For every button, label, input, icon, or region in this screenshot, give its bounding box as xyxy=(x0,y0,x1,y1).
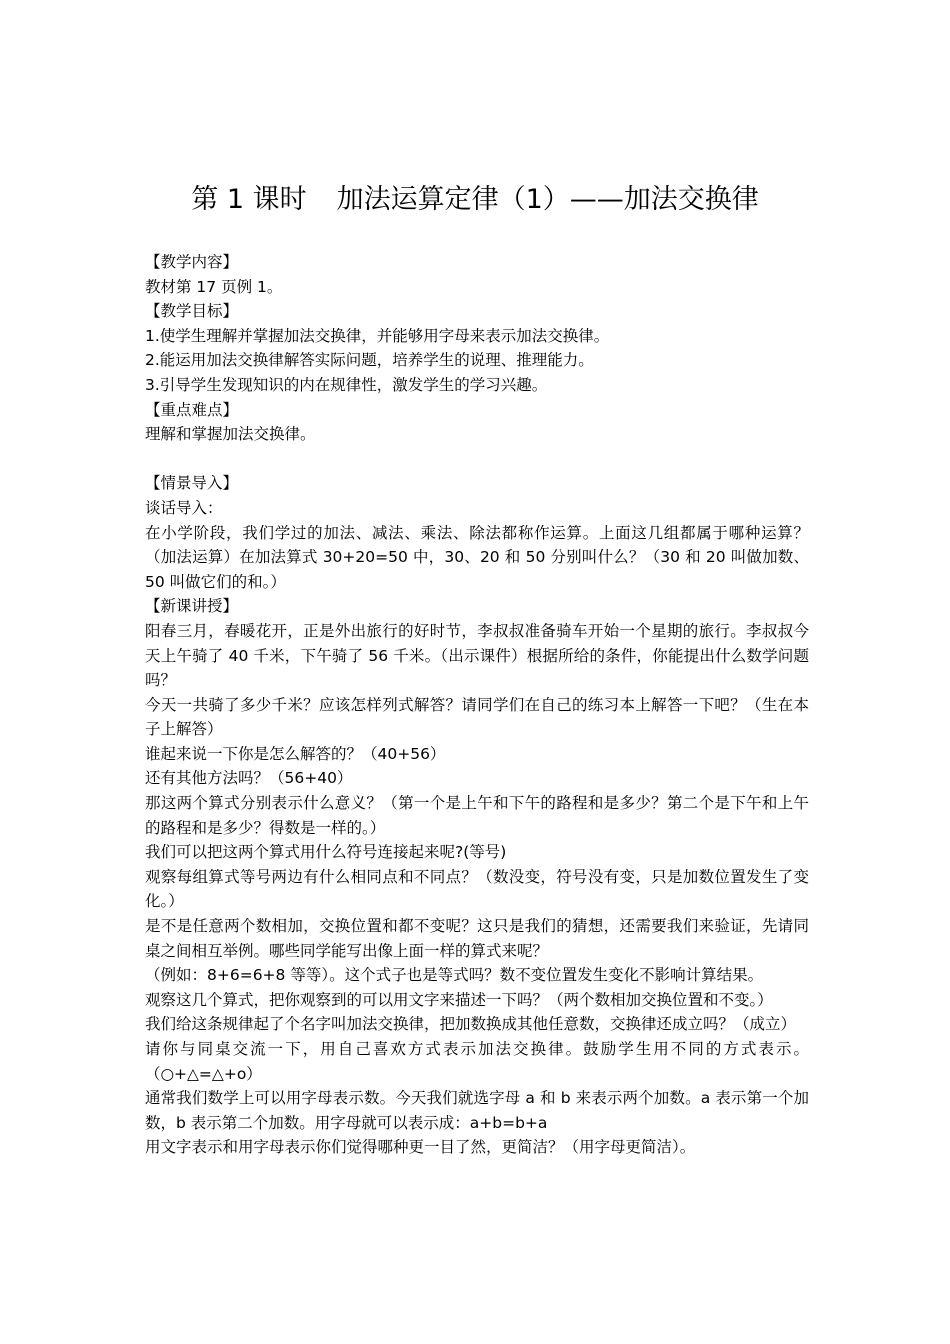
section-heading: 【教学内容】 xyxy=(145,253,239,271)
blank-line xyxy=(145,447,809,472)
section-heading: 【教学目标】 xyxy=(145,302,239,321)
section-heading: 【情景导入】 xyxy=(145,474,239,493)
paragraph: 教材第 17 页例 1。 xyxy=(145,277,283,296)
document-body xyxy=(145,250,809,1160)
paragraph: 通常我们数学上可以用字母表示数。今天我们就选字母 a 和 b 来表示两个加数。a 表示第一个加数，b 表示第二个加数。用字母就可以表示成：a+b=b+a xyxy=(145,1089,809,1132)
paragraph: 1.使学生理解并掌握加法交换律，并能够用字母来表示加法交换律。 xyxy=(145,326,610,345)
paragraph: 是不是任意两个数相加，交换位置和都不变呢？这只是我们的猜想，还需要我们来验证，先请同桌之间相互举例。哪些同学能写出像上面一样的算式来呢？ xyxy=(145,917,809,960)
paragraph: 谁起来说一下你是怎么解答的？（40+56） xyxy=(145,744,446,763)
paragraph: 我们可以把这两个算式用什么符号连接起来呢?(等号) xyxy=(145,843,507,862)
paragraph: 请你与同桌交流一下，用自己喜欢方式表示加法交换律。鼓励学生用不同的方式表示。（○+△=△+o） xyxy=(145,1040,809,1083)
paragraph: 那这两个算式分别表示什么意义？（第一个是上午和下午的路程和是多少？第二个是下午和上午的路程和是多少？得数是一样的。） xyxy=(145,794,809,837)
title-topic: 加法运算定律（1）——加法交换律 xyxy=(336,184,759,215)
paragraph: 阳春三月，春暖花开，正是外出旅行的好时节，李叔叔准备骑车开始一个星期的旅行。李叔叔今天上午骑了 40 千米，下午骑了 56 千米。（出示课件）根据所给的条件，你能提出什么数学问题吗？ xyxy=(145,621,809,690)
paragraph: 2.能运用加法交换律解答实际问题，培养学生的说理、推理能力。 xyxy=(145,351,594,370)
paragraph: 3.引导学生发现知识的内在规律性，激发学生的学习兴趣。 xyxy=(145,375,548,394)
paragraph: 谈话导入： xyxy=(145,498,223,517)
section-heading: 【重点难点】 xyxy=(145,400,239,419)
paragraph: 今天一共骑了多少千米？应该怎样列式解答？请同学们在自己的练习本上解答一下吧？（生在本子上解答） xyxy=(145,695,809,739)
paragraph: （例如：8+6=6+8 等等）。这个式子也是等式吗？数不变位置发生变化不影响计算结果。 xyxy=(145,966,764,985)
paragraph: 用文字表示和用字母表示你们觉得哪种更一目了然，更简洁？（用字母更简洁）。 xyxy=(145,1138,696,1157)
paragraph: 在小学阶段，我们学过的加法、减法、乘法、除法都称作运算。上面这几组都属于哪种运算？（加法运算）在加法算式 30+20=50 中，30、20 和 50 分别叫什么？（30 和 20 叫做加数、50 叫做它们的和。） xyxy=(145,523,809,591)
title-lesson-number: 第 1 课时 xyxy=(191,184,307,215)
paragraph: 理解和掌握加法交换律。 xyxy=(145,425,316,444)
paragraph: 观察这几个算式，把你观察到的可以用文字来描述一下吗？（两个数相加交换位置和不变。） xyxy=(145,990,773,1009)
paragraph: 还有其他方法吗？（56+40） xyxy=(145,769,353,788)
document-title xyxy=(0,180,950,220)
paragraph: 观察每组算式等号两边有什么相同点和不同点？（数没变，符号没有变，只是加数位置发生了变化。） xyxy=(145,867,809,911)
section-heading: 【新课讲授】 xyxy=(145,597,239,616)
paragraph: 我们给这条规律起了个名字叫加法交换律，把加数换成其他任意数，交换律还成立吗？（成立） xyxy=(145,1015,797,1034)
